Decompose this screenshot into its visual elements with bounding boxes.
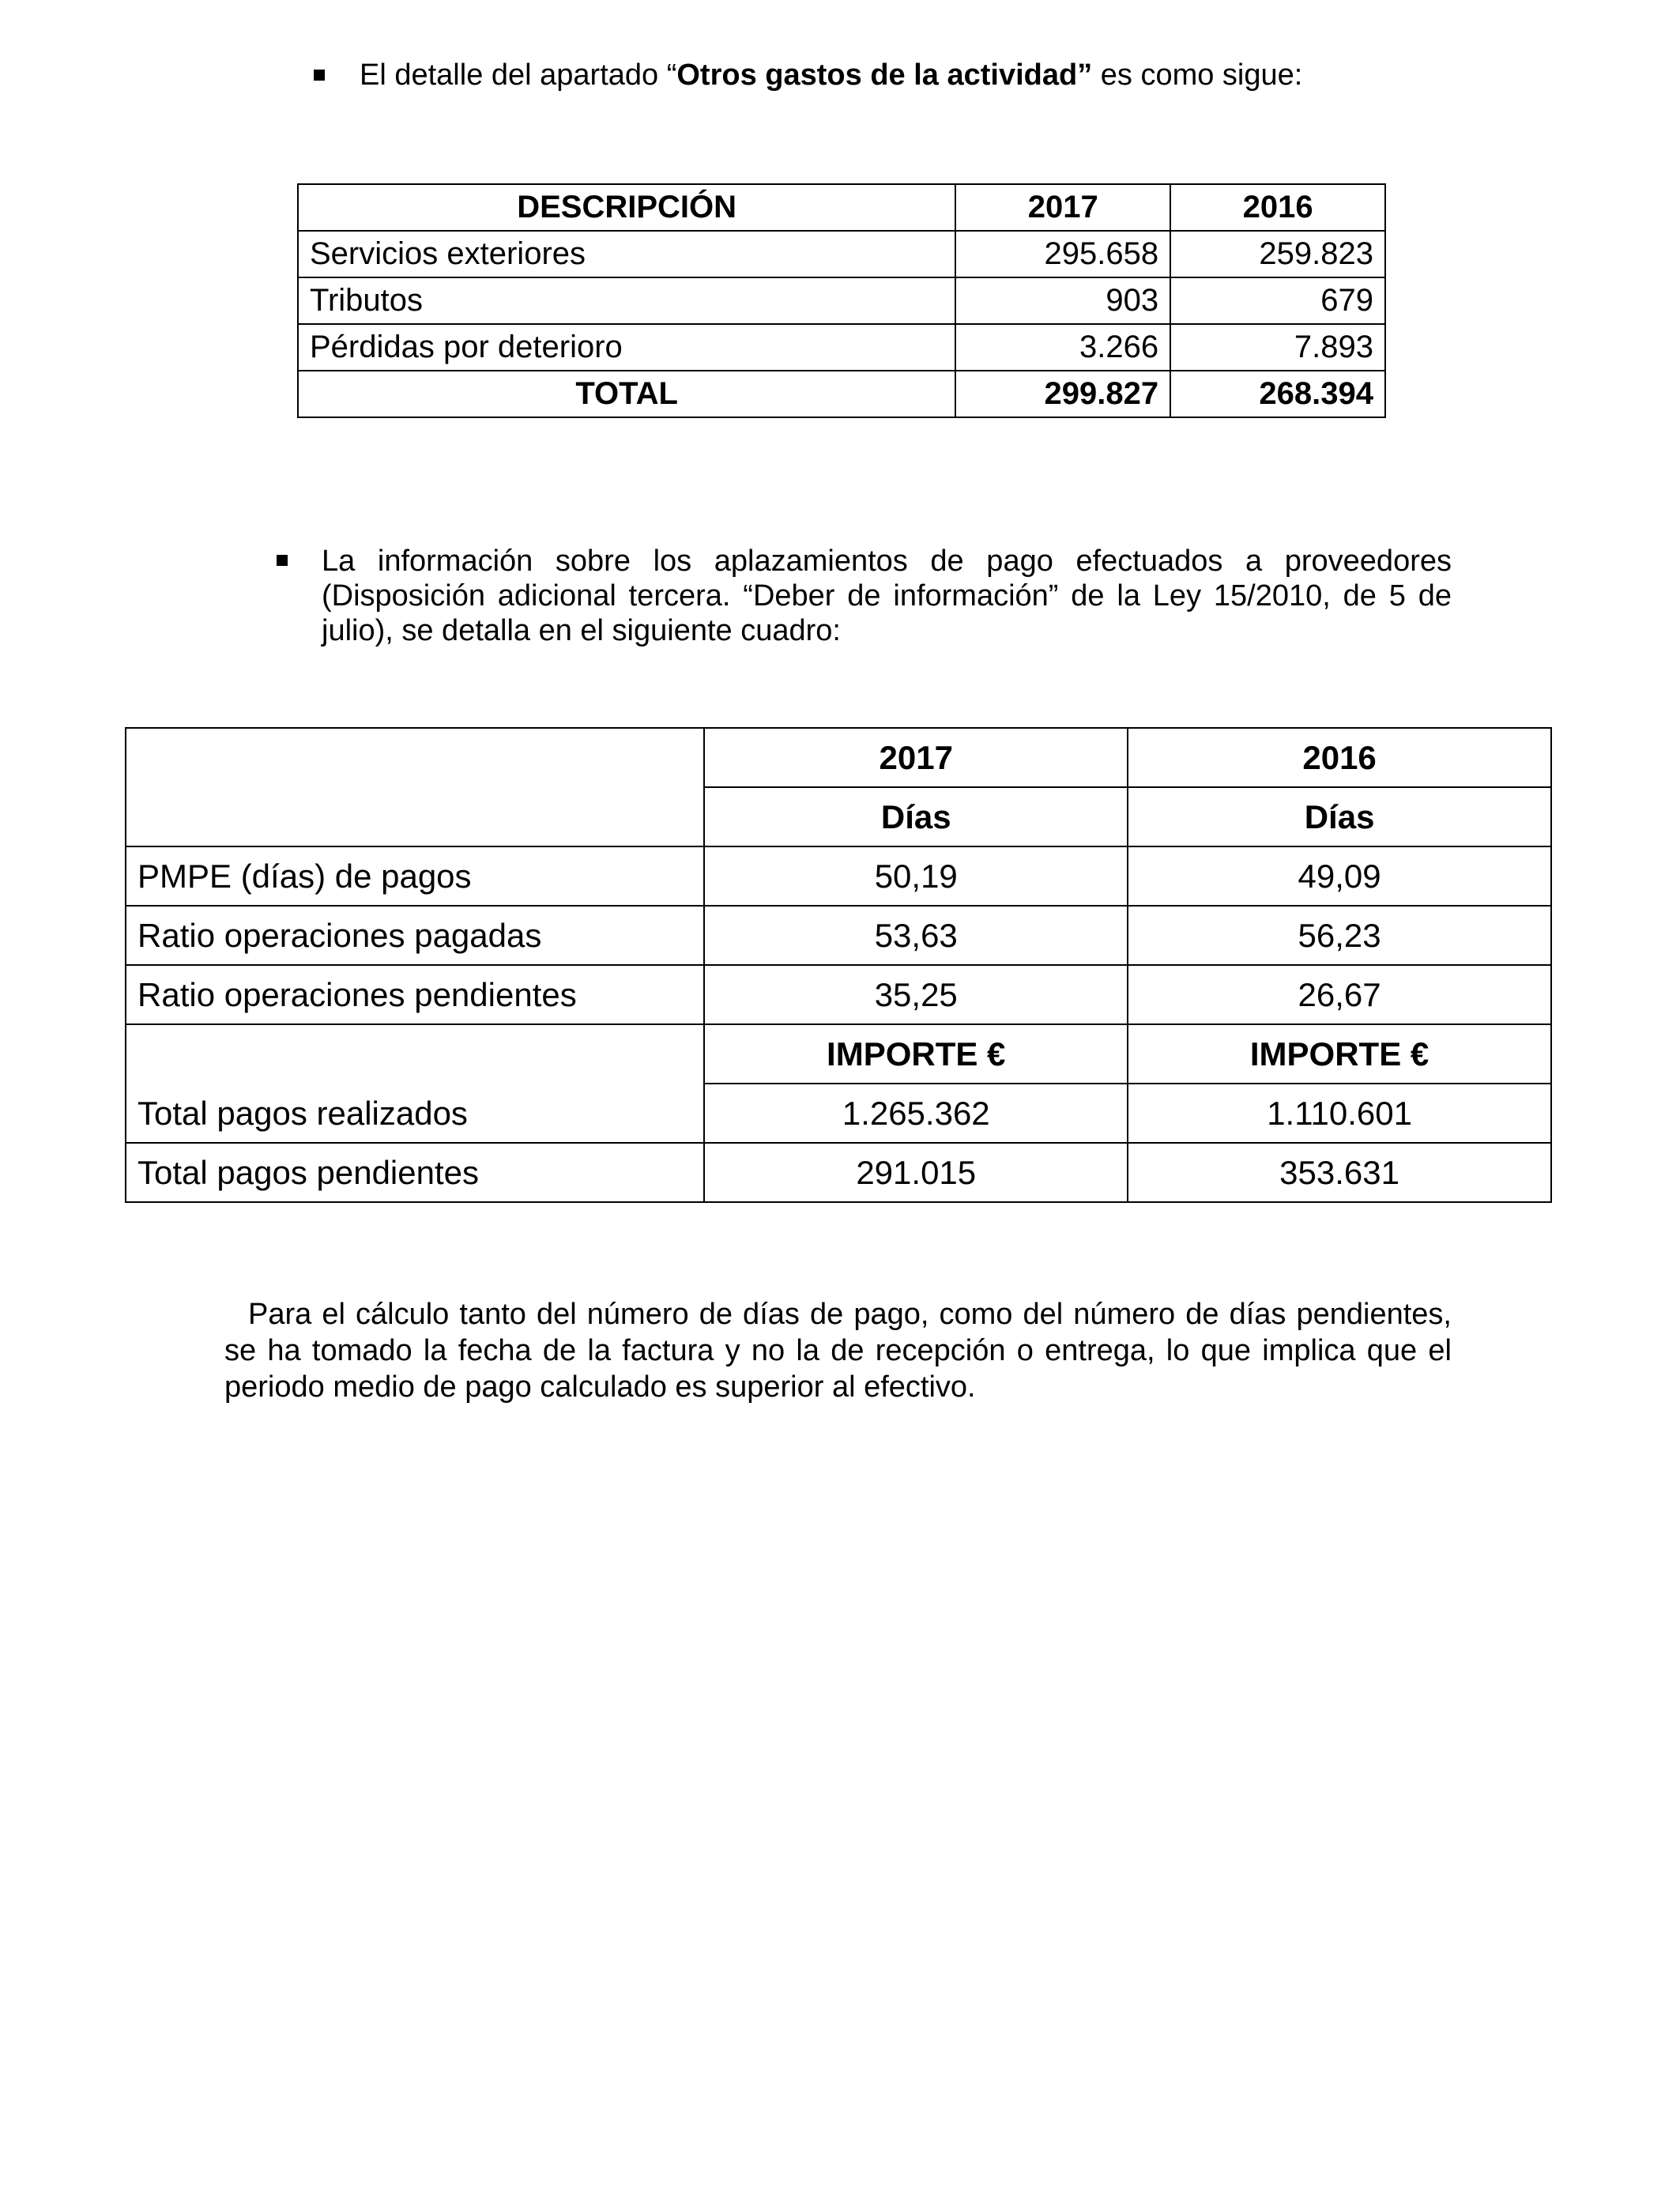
header-2017: 2017: [704, 728, 1128, 787]
aplazamientos-table: [125, 727, 1552, 1203]
total-2016: 268.394: [1170, 371, 1385, 417]
total-2017: 299.827: [955, 371, 1170, 417]
value-2017: 53,63: [704, 906, 1128, 965]
header-dias-2016: Días: [1128, 787, 1551, 846]
table-header-row: [298, 184, 1385, 231]
intro-aplazamientos: La información sobre los aplazamientos de pago efectuados a proveedores (Disposición adicional tercera. “Deber de información” de la Ley 15/2010, de 5 de julio), se detalla en el siguiente cuadro:: [322, 545, 1452, 647]
value-2017: 295.658: [955, 231, 1170, 277]
header-2017: 2017: [955, 184, 1170, 231]
value-2016: 1.110.601: [1128, 1084, 1551, 1143]
calculation-note: Para el cálculo tanto del número de días de pago, como del número de días pendientes, se ha tomado la fecha de la factura y no la de recepción o entrega, lo que implica que el periodo medio de pago calculado es superior al efectivo.: [224, 1298, 1452, 1404]
intro1-text: El detalle del apartado “: [360, 58, 677, 92]
value-2017: 50,19: [704, 846, 1128, 906]
header-importe-2017: IMPORTE €: [704, 1024, 1128, 1084]
table-row: [126, 846, 1551, 906]
row-label: Ratio operaciones pagadas: [126, 906, 704, 965]
value-2017: 1.265.362: [704, 1084, 1128, 1143]
table-row: [298, 277, 1385, 324]
value-2016: 679: [1170, 277, 1385, 324]
value-2016: 353.631: [1128, 1143, 1551, 1202]
otros-gastos-table: [297, 183, 1386, 418]
row-label: Pérdidas por deterioro: [298, 324, 955, 371]
intro1-bold: Otros gastos de la actividad”: [676, 58, 1093, 92]
value-2016: 7.893: [1170, 324, 1385, 371]
row-label: Servicios exteriores: [298, 231, 955, 277]
intro-otros-gastos: [360, 55, 1302, 95]
row-label: Tributos: [298, 277, 955, 324]
value-2016: 26,67: [1128, 965, 1551, 1024]
bullet-icon: [314, 70, 325, 81]
header-2016: 2016: [1128, 728, 1551, 787]
value-2016: 49,09: [1128, 846, 1551, 906]
header-2016: 2016: [1170, 184, 1385, 231]
empty-header-cell: [126, 728, 704, 846]
header-dias-2017: Días: [704, 787, 1128, 846]
header-importe-2016: IMPORTE €: [1128, 1024, 1551, 1084]
value-2016: 259.823: [1170, 231, 1385, 277]
table-row: [126, 906, 1551, 965]
row-label: Total pagos realizados: [126, 1024, 704, 1143]
row-label: Ratio operaciones pendientes: [126, 965, 704, 1024]
table-row: [126, 1143, 1551, 1202]
value-2017: 903: [955, 277, 1170, 324]
bullet-icon: [277, 555, 288, 566]
table-total-row: [298, 371, 1385, 417]
table-header-row: [126, 728, 1551, 787]
value-2017: 291.015: [704, 1143, 1128, 1202]
intro1-text-end: es como sigue:: [1092, 58, 1303, 92]
header-descripcion: DESCRIPCIÓN: [298, 184, 955, 231]
table-row: [298, 324, 1385, 371]
table-subheader-row: [126, 1024, 1551, 1084]
value-2016: 56,23: [1128, 906, 1551, 965]
value-2017: 35,25: [704, 965, 1128, 1024]
row-label: PMPE (días) de pagos: [126, 846, 704, 906]
total-label: TOTAL: [298, 371, 955, 417]
row-label: Total pagos pendientes: [126, 1143, 704, 1202]
value-2017: 3.266: [955, 324, 1170, 371]
table-row: [298, 231, 1385, 277]
table-row: [126, 965, 1551, 1024]
